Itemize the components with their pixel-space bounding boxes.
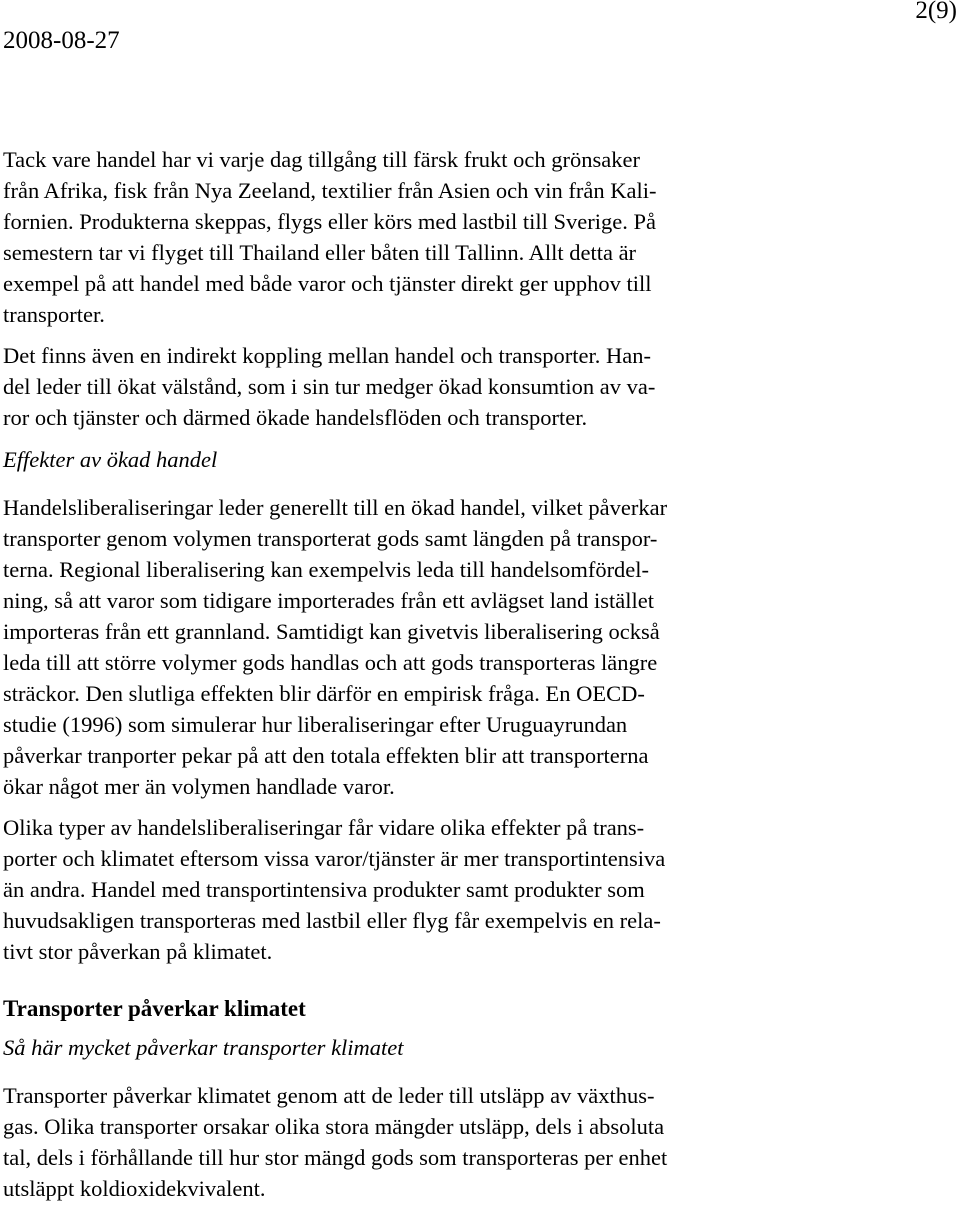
paragraph-emissions	[3, 1080, 943, 1204]
subheading-transport-impact: Så här mycket påverkar transporter klimatet	[3, 1035, 404, 1060]
text-line: Handelsliberaliseringar leder generellt till en ökad handel, vilket påverkar	[3, 495, 668, 520]
text-line: importeras från ett grannland. Samtidigt kan givetvis liberalisering också	[3, 619, 660, 644]
text-line: ning, så att varor som tidigare importerades från ett avlägset land istället	[3, 588, 655, 613]
subheading-trade-effects: Effekter av ökad handel	[3, 447, 218, 472]
text-line: transporter genom volymen transporterat gods samt längden på transpor-	[3, 526, 658, 551]
header-date: 2008-08-27	[3, 27, 120, 54]
text-line: Det finns även en indirekt koppling mellan handel och transporter. Han-	[3, 343, 651, 368]
text-line: Tack vare handel har vi varje dag tillgång till färsk frukt och grönsaker	[3, 147, 640, 172]
text-line: sträckor. Den slutliga effekten blir därför en empirisk fråga. En OECD-	[3, 681, 645, 706]
paragraph-liberalization-types	[3, 812, 943, 967]
text-line: Olika typer av handelsliberaliseringar får vidare olika effekter på trans-	[3, 815, 645, 840]
text-line: påverkar tranporter pekar på att den totala effekten blir att transporterna	[3, 743, 649, 768]
text-line: än andra. Handel med transportintensiva produkter samt produkter som	[3, 877, 645, 902]
text-line: gas. Olika transporter orsakar olika stora mängder utsläpp, dels i absoluta	[3, 1114, 665, 1139]
text-line: Transporter påverkar klimatet genom att de leder till utsläpp av växthus-	[3, 1083, 655, 1108]
heading-transport-climate: Transporter påverkar klimatet	[3, 996, 306, 1021]
text-line: leda till att större volymer gods handlas och att gods transporteras längre	[3, 650, 658, 675]
text-line: fornien. Produkterna skeppas, flygs eller körs med lastbil till Sverige. På	[3, 209, 656, 234]
text-line: från Afrika, fisk från Nya Zeeland, textilier från Asien och vin från Kali-	[3, 178, 657, 203]
text-line: tal, dels i förhållande till hur stor mängd gods som transporteras per enhet	[3, 1145, 668, 1170]
document-body	[3, 144, 943, 1214]
text-line: terna. Regional liberalisering kan exempelvis leda till handelsomfördel-	[3, 557, 650, 582]
text-line: utsläppt koldioxidekvivalent.	[3, 1176, 266, 1201]
text-line: exempel på att handel med både varor och tjänster direkt ger upphov till	[3, 271, 652, 296]
paragraph-trade-access	[3, 144, 943, 330]
text-line: huvudsakligen transporteras med lastbil eller flyg får exempelvis en rela-	[3, 908, 661, 933]
text-line: tivt stor påverkan på klimatet.	[3, 939, 273, 964]
text-line: ökar något mer än volymen handlade varor.	[3, 774, 395, 799]
text-line: ror och tjänster och därmed ökade handelsflöden och transporter.	[3, 405, 588, 430]
text-line: semestern tar vi flyget till Thailand eller båten till Tallinn. Allt detta är	[3, 240, 637, 265]
header-page-number: 2(9)	[915, 0, 957, 24]
text-line: studie (1996) som simulerar hur liberaliseringar efter Uruguayrundan	[3, 712, 628, 737]
paragraph-indirect-link	[3, 340, 943, 433]
text-line: del leder till ökat välstånd, som i sin tur medger ökad konsumtion av va-	[3, 374, 656, 399]
text-line: porter och klimatet eftersom vissa varor/tjänster är mer transportintensiva	[3, 846, 666, 871]
text-line: transporter.	[3, 302, 105, 327]
paragraph-liberalization	[3, 492, 943, 802]
